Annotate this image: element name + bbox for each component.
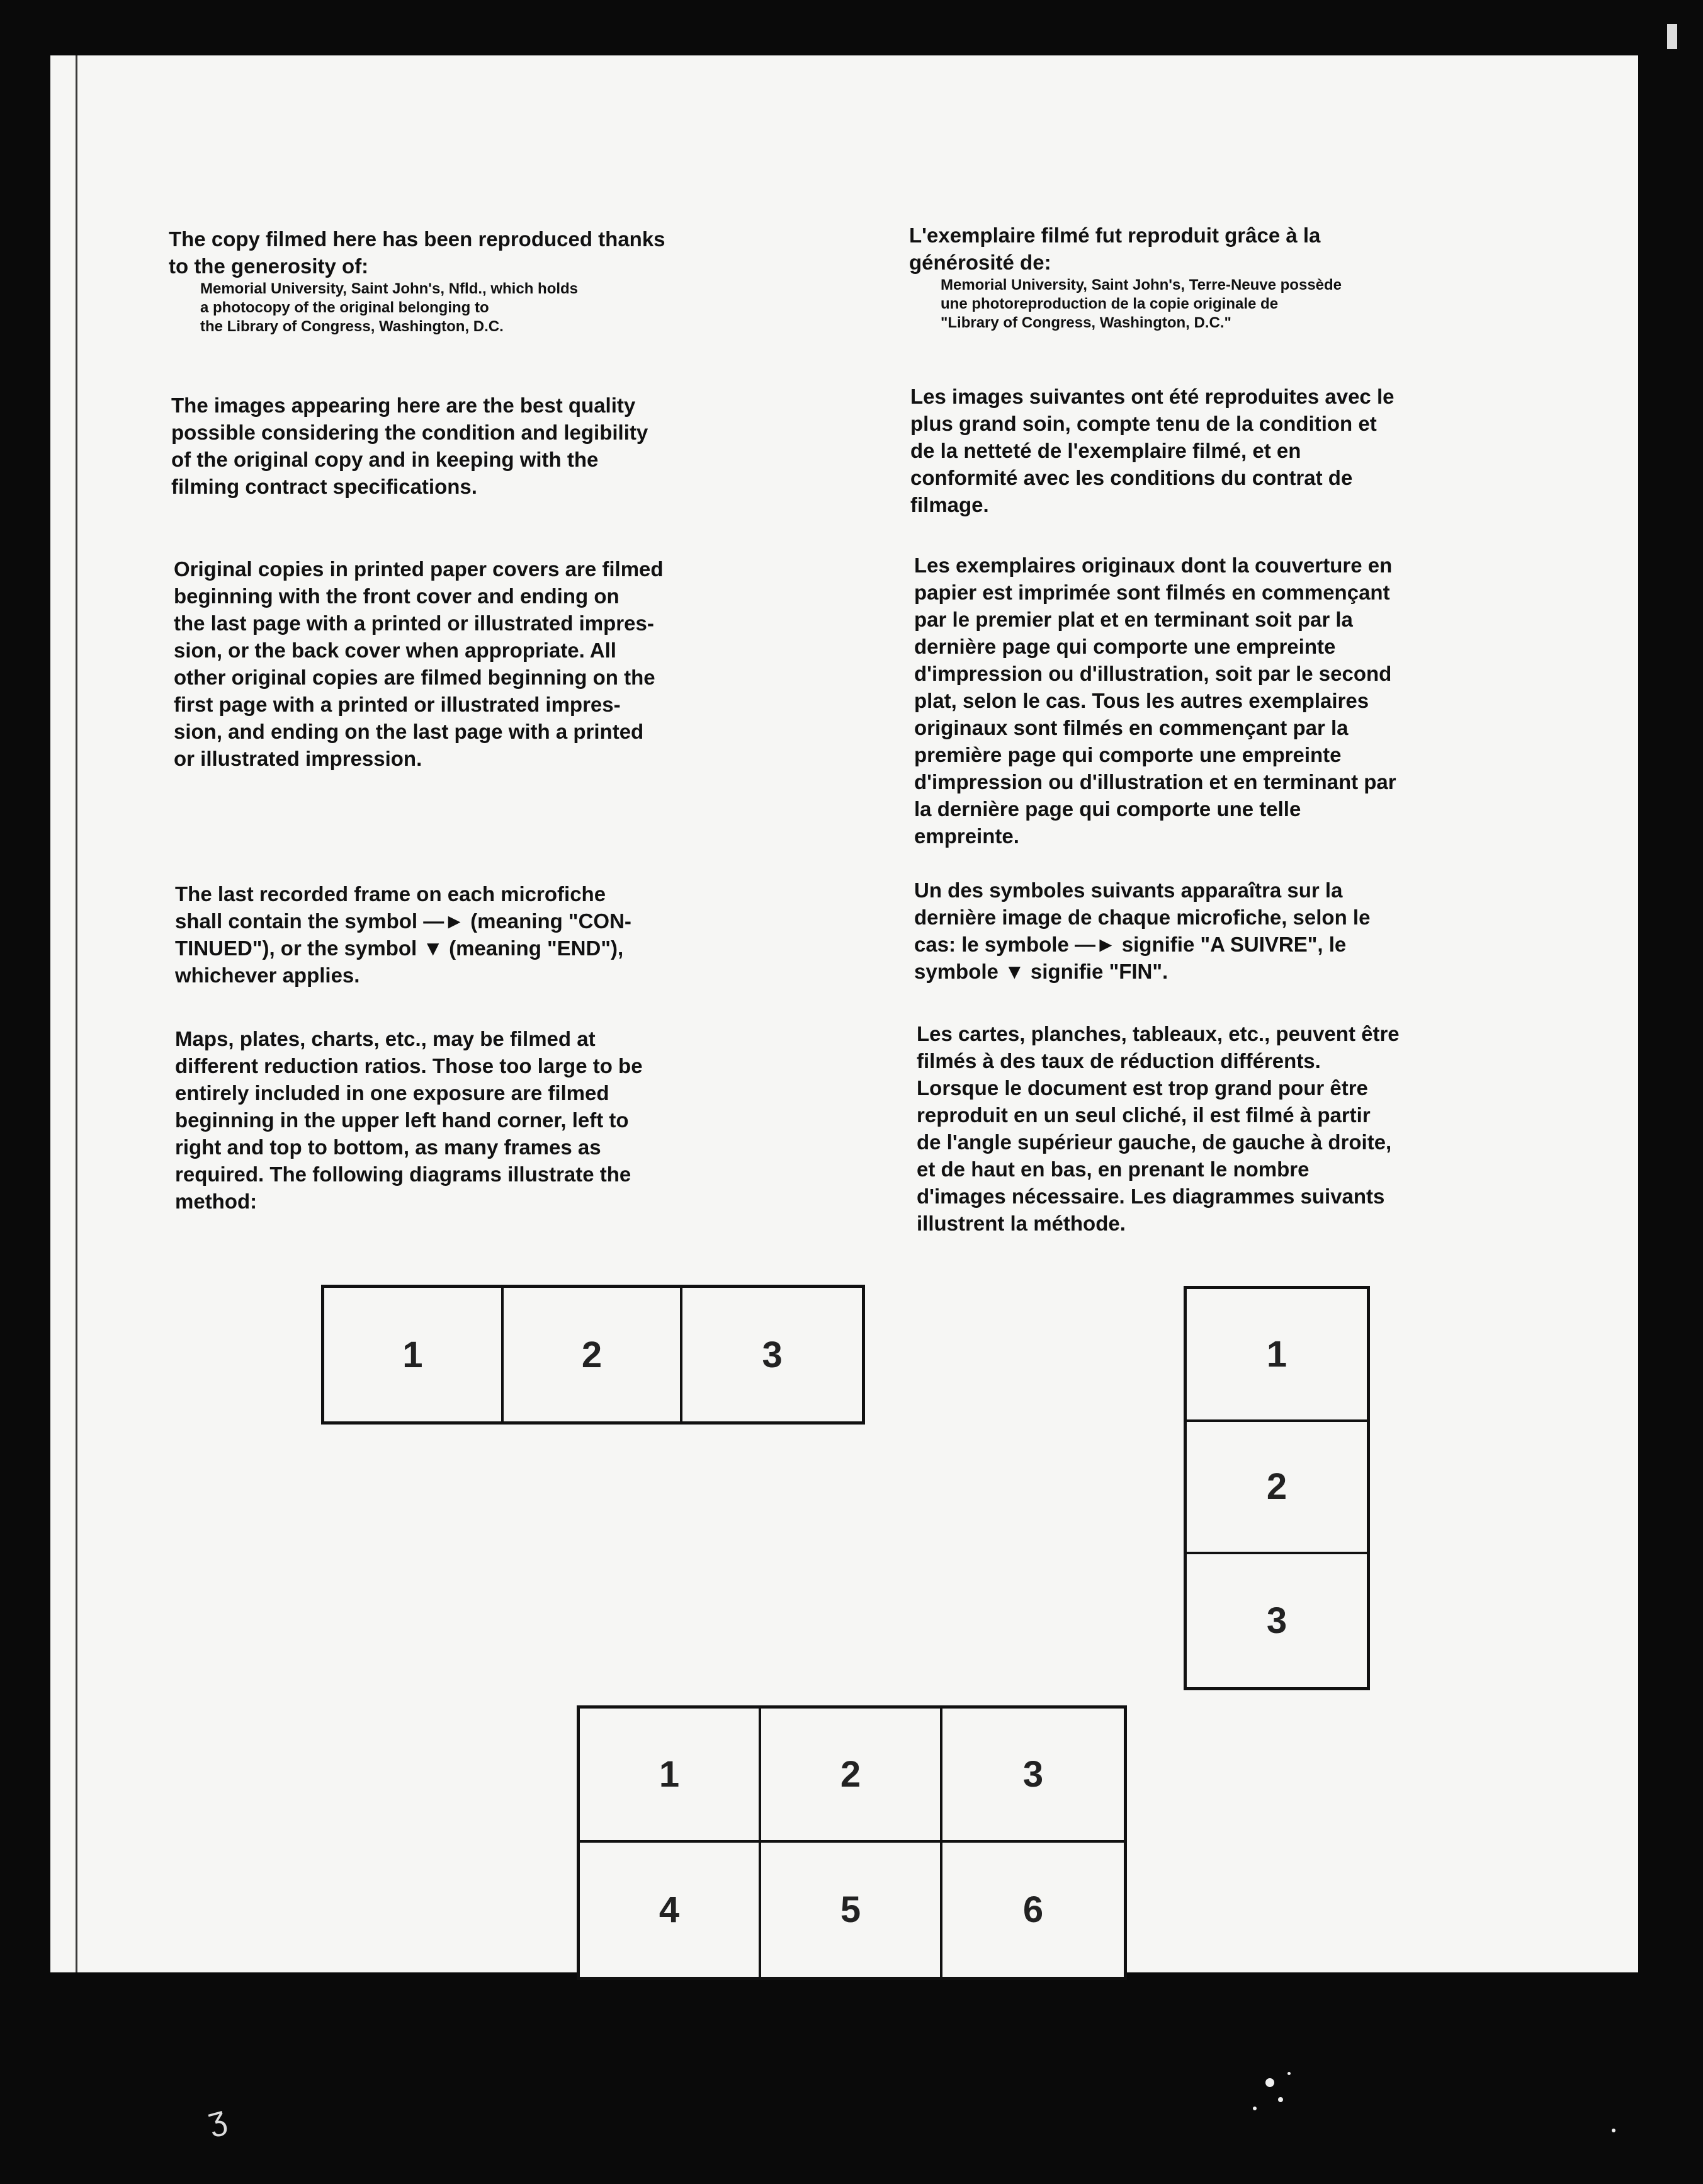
text-line: dernière page qui comporte une empreinte: [914, 635, 1336, 658]
text-line: par le premier plat et en terminant soit par la: [914, 608, 1353, 631]
frame-cell: 1: [580, 1709, 761, 1843]
text-line: Les cartes, planches, tableaux, etc., peuvent être: [917, 1022, 1400, 1045]
left-acknowledgement: [169, 225, 665, 336]
left-maps-paragraph: [175, 1025, 643, 1215]
dust-speck: [1287, 2072, 1291, 2075]
text-line: Maps, plates, charts, etc., may be filmed at: [175, 1027, 596, 1050]
text-line: reproduit en un seul cliché, il est filmé à partir: [917, 1103, 1371, 1127]
text-line: L'exemplaire filmé fut reproduit grâce à la: [909, 224, 1321, 247]
frame-cell: 6: [1022, 1889, 1044, 1930]
frame-cell: 2: [1187, 1422, 1367, 1555]
text-line: filmage.: [910, 493, 989, 516]
text-line: et de haut en bas, en prenant le nombre: [917, 1157, 1310, 1181]
text-line: conformité avec les conditions du contrat de: [910, 466, 1353, 489]
text-line: method:: [175, 1190, 257, 1213]
text-line: the last page with a printed or illustrated impres-: [174, 611, 654, 635]
text-line: de l'angle supérieur gauche, de gauche à droite,: [917, 1130, 1392, 1154]
text-line: filmés à des taux de réduction différents.: [917, 1049, 1321, 1072]
film-scratch: ʒ: [203, 2099, 230, 2139]
text-line: illustrent la méthode.: [917, 1212, 1126, 1235]
text-line: whichever applies.: [175, 964, 360, 987]
text-line: de la netteté de l'exemplaire filmé, et en: [910, 439, 1301, 462]
text-line: The copy filmed here has been reproduced thanks: [169, 227, 665, 251]
text-line: une photoreproduction de la copie originale de: [941, 295, 1279, 312]
dust-speck: [1253, 2107, 1257, 2110]
text-line: shall contain the symbol —► (meaning "CON-: [175, 909, 631, 933]
text-line: right and top to bottom, as many frames as: [175, 1135, 601, 1159]
text-line: or illustrated impression.: [174, 747, 422, 770]
film-mark: [1667, 24, 1677, 49]
dust-speck: [1612, 2129, 1615, 2132]
frame-cell: 3: [942, 1709, 1124, 1843]
text-line: different reduction ratios. Those too large to be: [175, 1054, 643, 1078]
text-line: first page with a printed or illustrated impres-: [174, 693, 621, 716]
text-line: entirely included in one exposure are filmed: [175, 1081, 609, 1105]
text-line: originaux sont filmés en commençant par la: [914, 716, 1349, 739]
dust-speck: [1278, 2097, 1283, 2102]
frame-cell: 3: [762, 1334, 783, 1375]
text-line: Les images suivantes ont été reproduites avec le: [910, 385, 1395, 408]
grid-frames-diagram: [577, 1705, 1127, 1980]
right-symbol-paragraph: [914, 877, 1370, 985]
right-acknowledgement: [909, 222, 1342, 333]
dust-speck: [1265, 2078, 1274, 2087]
left-symbol-paragraph: [175, 880, 631, 989]
text-line: sion, and ending on the last page with a printed: [174, 720, 644, 743]
vertical-frames-diagram: [1184, 1286, 1370, 1690]
text-line: TINUED"), or the symbol ▼ (meaning "END"),: [175, 936, 624, 960]
text-line: beginning in the upper left hand corner, left to: [175, 1108, 629, 1132]
text-line: Un des symboles suivants apparaîtra sur la: [914, 879, 1343, 902]
text-line: Les exemplaires originaux dont la couverture en: [914, 554, 1393, 577]
text-line: Memorial University, Saint John's, Terre-Neuve possède: [941, 276, 1342, 293]
text-line: d'images nécessaire. Les diagrammes suivants: [917, 1185, 1385, 1208]
text-line: sion, or the back cover when appropriate. All: [174, 639, 616, 662]
frame-cell: 4: [580, 1843, 761, 1977]
text-line: the Library of Congress, Washington, D.C.: [200, 318, 504, 335]
text-line: "Library of Congress, Washington, D.C.": [941, 314, 1231, 331]
left-quality-paragraph: [171, 392, 648, 500]
text-line: of the original copy and in keeping with the: [171, 448, 599, 471]
text-line: d'impression ou d'illustration, soit par le second: [914, 662, 1392, 685]
frame-cell: 1: [1187, 1289, 1367, 1422]
text-line: Memorial University, Saint John's, Nfld., which holds: [200, 280, 579, 297]
text-line: la dernière page qui comporte une telle: [914, 797, 1301, 821]
text-line: Original copies in printed paper covers are filmed: [174, 557, 664, 581]
right-quality-paragraph: [910, 383, 1394, 518]
text-line: other original copies are filmed beginning on the: [174, 666, 655, 689]
right-maps-paragraph: [917, 1020, 1400, 1237]
text-line: dernière image de chaque microfiche, selon le: [914, 906, 1371, 929]
frame-cell: 2: [504, 1288, 683, 1421]
text-line: a photocopy of the original belonging to: [200, 299, 489, 316]
page-edge-line: [76, 55, 77, 1972]
text-line: The last recorded frame on each microfiche: [175, 882, 606, 906]
text-line: plus grand soin, compte tenu de la condition et: [910, 412, 1377, 435]
text-line: plat, selon le cas. Tous les autres exemplaires: [914, 689, 1369, 712]
text-line: required. The following diagrams illustrate the: [175, 1163, 631, 1186]
text-line: première page qui comporte une empreinte: [914, 743, 1342, 766]
frame-cell: 3: [1266, 1600, 1287, 1642]
text-line: cas: le symbole —► signifie "A SUIVRE", le: [914, 933, 1347, 956]
text-line: filming contract specifications.: [171, 475, 477, 498]
frame-cell: 2: [761, 1709, 942, 1843]
text-line: Lorsque le document est trop grand pour être: [917, 1076, 1368, 1100]
text-line: générosité de:: [909, 251, 1051, 274]
text-line: papier est imprimée sont filmés en commençant: [914, 581, 1390, 604]
frame-cell: 1: [324, 1288, 504, 1421]
document-page: [50, 55, 1638, 1972]
text-line: beginning with the front cover and ending on: [174, 584, 620, 608]
right-filming-order-paragraph: [914, 552, 1396, 850]
text-line: empreinte.: [914, 824, 1019, 848]
text-line: to the generosity of:: [169, 254, 369, 278]
text-line: possible considering the condition and legibility: [171, 421, 648, 444]
text-line: symbole ▼ signifie "FIN".: [914, 960, 1168, 983]
horizontal-frames-diagram: [321, 1285, 865, 1425]
left-filming-order-paragraph: [174, 555, 664, 772]
text-line: The images appearing here are the best quality: [171, 394, 636, 417]
text-line: d'impression ou d'illustration et en terminant par: [914, 770, 1396, 793]
frame-cell: 5: [761, 1843, 942, 1977]
